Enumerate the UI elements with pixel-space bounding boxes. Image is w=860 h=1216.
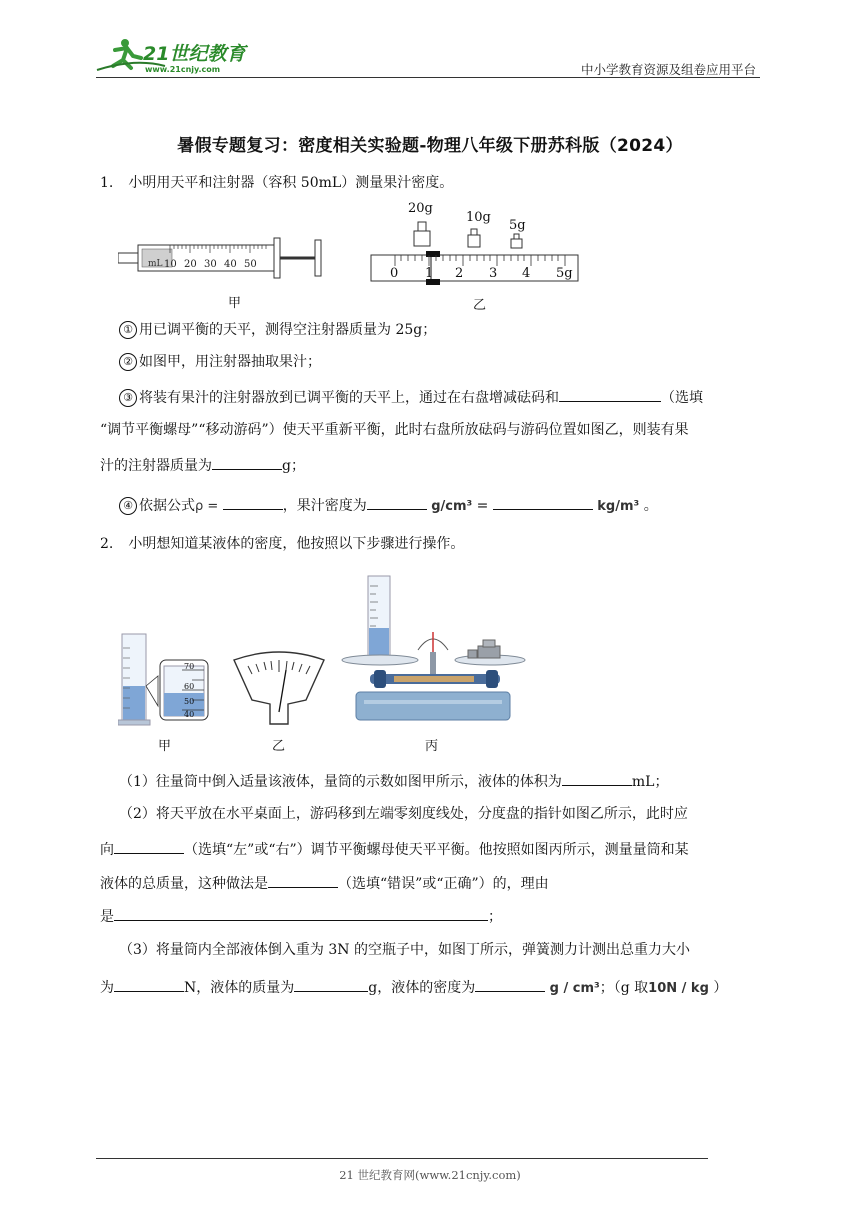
syringe-unit: mL	[148, 259, 163, 269]
scale-4: 4	[522, 266, 531, 281]
q1-number: 1.	[100, 175, 114, 191]
q1-step3-line1	[119, 386, 703, 408]
q2-part3-line1: （3）将量筒内全部液体倒入重为 3N 的空瓶子中，如图丁所示，弹簧测力计测出总重力大小	[119, 942, 690, 958]
syringe-tick-10: 10	[164, 259, 177, 270]
answer-blank-2[interactable]	[212, 454, 282, 470]
cylinder-figure	[118, 628, 213, 732]
answer-blank-12[interactable]	[475, 976, 545, 992]
q1-step2	[119, 352, 321, 372]
logo-url: www.21cnjy.com	[145, 65, 221, 74]
answer-blank-8[interactable]	[268, 872, 338, 888]
answer-blank-11[interactable]	[294, 976, 368, 992]
balance-figure	[340, 570, 530, 732]
q2-part3-line2	[100, 976, 727, 999]
answer-blank-5[interactable]	[493, 494, 593, 510]
p1-text: （1）往量筒中倒入适量该液体，量筒的示数如图甲所示，液体的体积为	[119, 774, 562, 790]
scale-5g: 5g	[556, 266, 573, 281]
q1-stem-text: 小明用天平和注射器（容积 50mL）测量果汁密度。	[128, 175, 454, 191]
step1-marker: ①	[119, 321, 137, 339]
answer-blank-9[interactable]	[114, 905, 488, 921]
p3-text-c: N，液体的质量为	[184, 980, 295, 996]
weight-20g-label: 20g	[408, 201, 433, 216]
equals-sign: =	[476, 498, 489, 514]
syringe-tick-20: 20	[184, 259, 197, 270]
q2-part2-line3	[100, 872, 549, 894]
scale-2: 2	[455, 266, 464, 281]
q1-step1	[119, 320, 436, 340]
cyl-tick-40: 40	[184, 710, 195, 719]
logo-text: 21世纪教育	[143, 43, 246, 65]
cyl-tick-60: 60	[184, 682, 195, 691]
caption-jia-2: 甲	[158, 739, 172, 754]
syringe-tick-50: 50	[244, 259, 257, 270]
scale-1: 1	[425, 266, 434, 281]
p2-text-f: 是	[100, 909, 114, 925]
p2-text-g: ；	[488, 909, 502, 925]
caption-yi-1: 乙	[473, 298, 487, 313]
step4-text-b: ，果汁密度为	[282, 498, 367, 514]
footer-divider	[96, 1158, 708, 1159]
syringe-tick-40: 40	[224, 259, 237, 270]
q1-stem	[100, 173, 453, 193]
step2-marker: ②	[119, 353, 137, 371]
answer-blank-1[interactable]	[559, 386, 661, 402]
step3-marker: ③	[119, 389, 137, 407]
q1-step3-line3	[100, 454, 305, 476]
caption-jia-1: 甲	[228, 296, 242, 311]
unit-g-per-cm3-2: g / cm³	[549, 981, 600, 996]
step1-text: 用已调平衡的天平，测得空注射器质量为 25g；	[139, 322, 437, 338]
q1-step3-line2: “调节平衡螺母”“移动游码”）使天平重新平衡，此时右盘所放砝码与游码位置如图乙，则装有果	[100, 422, 689, 438]
weight-5g-label: 5g	[509, 218, 526, 233]
scale-3: 3	[489, 266, 498, 281]
answer-blank-7[interactable]	[114, 838, 184, 854]
answer-blank-3[interactable]	[223, 494, 283, 510]
g-value: 10N / kg	[648, 981, 709, 996]
site-logo	[95, 36, 255, 80]
footer-text: 21 世纪教育网(www.21cnjy.com)	[339, 1168, 521, 1182]
answer-blank-10[interactable]	[114, 976, 184, 992]
dial-figure	[230, 648, 328, 730]
step4-end: 。	[643, 498, 658, 514]
answer-blank-4[interactable]	[367, 494, 427, 510]
q2-stem-text: 小明想知道某液体的密度，他按照以下步骤进行操作。	[128, 536, 465, 552]
step2-text: 如图甲，用注射器抽取果汁；	[139, 354, 321, 370]
p2-text-b: 向	[100, 842, 114, 858]
rho-formula: ρ =	[195, 499, 219, 514]
platform-name: 中小学教育资源及组卷应用平台	[580, 62, 756, 77]
p3-text-d: g，液体的密度为	[368, 980, 476, 996]
p3-text-e: ；（g 取	[599, 980, 649, 996]
step3-text-b: （选填	[661, 390, 703, 406]
q2-part2-line2	[100, 838, 689, 860]
p2-text-c: （选填“左”或“右”）调节平衡螺母使天平平衡。他按照如图丙所示，测量量筒和某	[184, 842, 689, 858]
step3-text-a: 将装有果汁的注射器放到已调平衡的天平上，通过在右盘增减砝码和	[139, 390, 559, 406]
q2-part1	[119, 770, 668, 792]
caption-bing: 丙	[425, 739, 439, 754]
cyl-tick-70: 70	[184, 662, 195, 671]
q2-part2-line1: （2）将天平放在水平桌面上，游码移到左端零刻度线处，分度盘的指针如图乙所示，此时应	[119, 806, 688, 822]
answer-blank-6[interactable]	[562, 770, 632, 786]
page-title: 暑假专题复习：密度相关实验题-物理八年级下册苏科版（2024）	[177, 136, 683, 156]
caption-yi-2: 乙	[272, 739, 286, 754]
p2-text-d: 液体的总质量，这种做法是	[100, 876, 268, 892]
unit-g-per-cm3: g/cm³	[431, 499, 473, 514]
step4-text-a: 依据公式	[139, 498, 195, 514]
p3-text-b: 为	[100, 980, 114, 996]
q2-part2-line4	[100, 905, 502, 927]
balance-weights-figure	[368, 196, 583, 295]
syringe-figure	[118, 236, 328, 290]
step3-text-d: 汁的注射器质量为	[100, 458, 212, 474]
q1-step4	[119, 494, 658, 517]
p3-text-f: ）	[713, 980, 728, 996]
step4-marker: ④	[119, 497, 137, 515]
syringe-tick-30: 30	[204, 259, 217, 270]
q2-stem	[100, 534, 464, 554]
header-divider	[96, 77, 760, 78]
q2-number: 2.	[100, 536, 114, 552]
cyl-tick-50: 50	[184, 697, 195, 706]
p2-text-e: （选填“错误”或“正确”）的，理由	[338, 876, 549, 892]
unit-kg-per-m3: kg/m³	[597, 499, 640, 514]
p1-unit: mL；	[631, 774, 669, 790]
weight-10g-label: 10g	[466, 210, 491, 225]
step3-text-e: g；	[282, 458, 305, 474]
scale-0: 0	[390, 266, 399, 281]
